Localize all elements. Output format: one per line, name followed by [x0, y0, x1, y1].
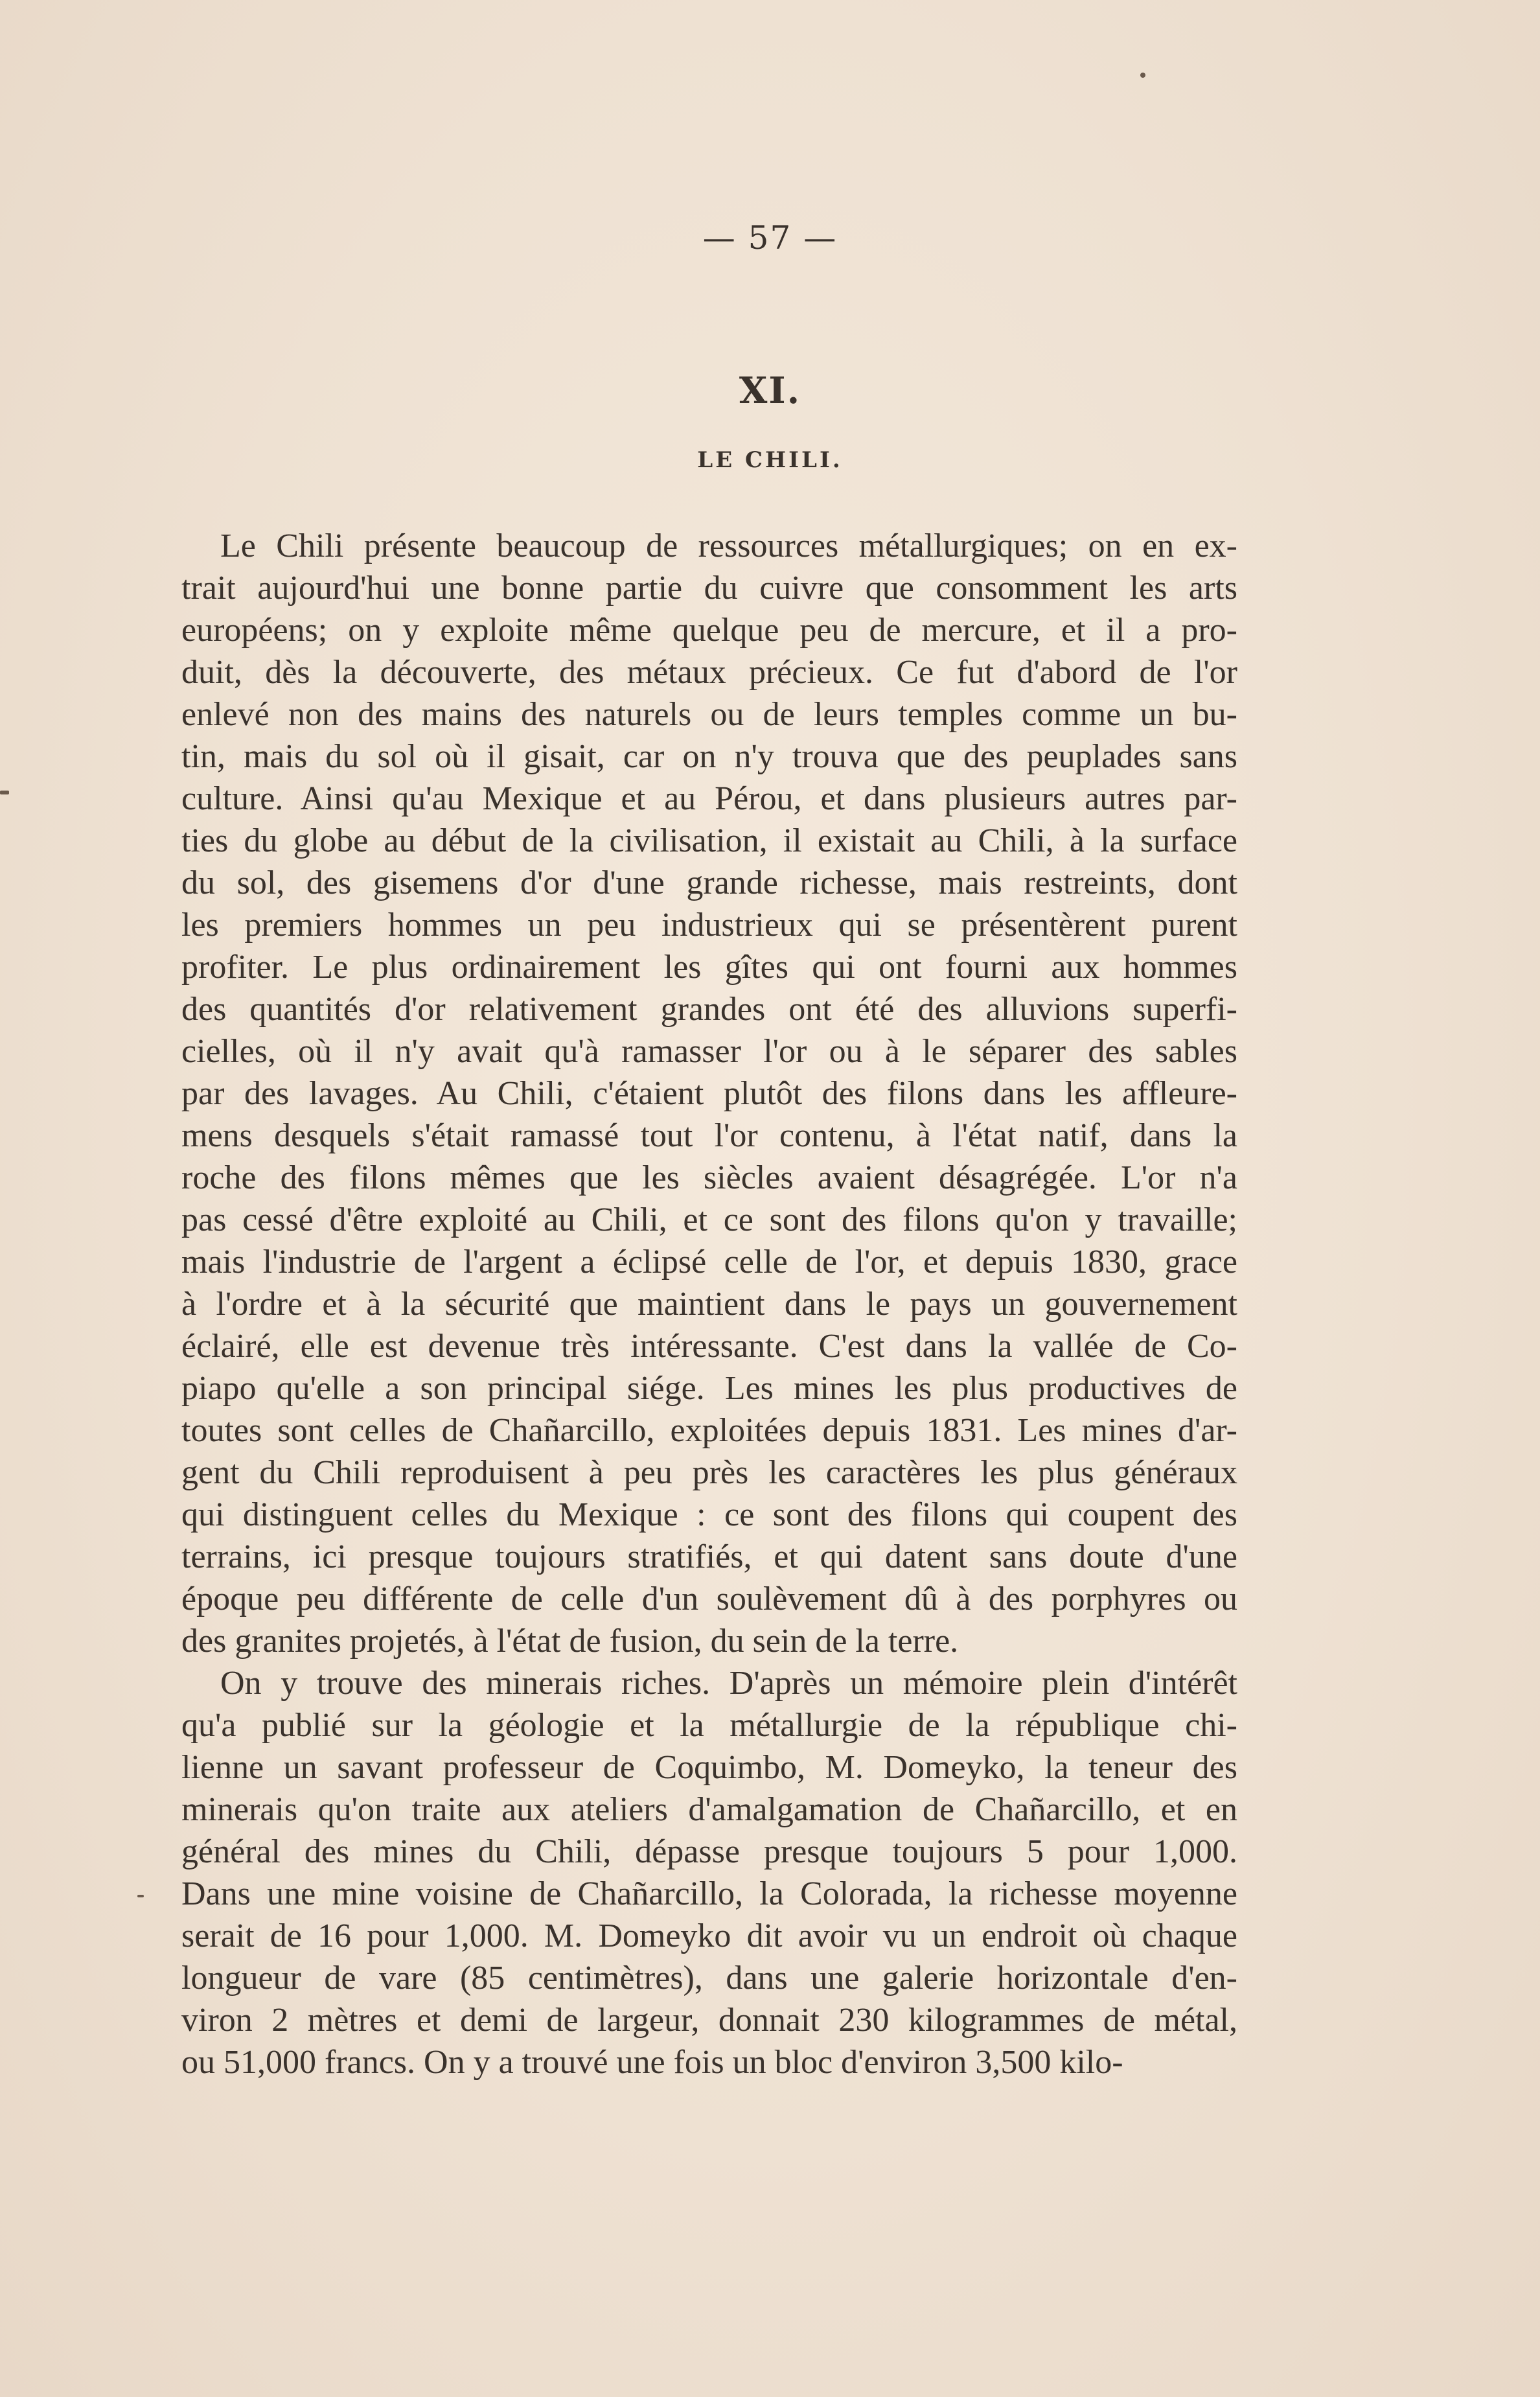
text-line: toutes sont celles de Chañarcillo, exploitées depuis 1831. Les mines d'ar-	[181, 1412, 1237, 1449]
body-text	[181, 525, 1237, 2083]
text-line: à l'ordre et à la sécurité que maintient dans le pays un gouvernement	[181, 1286, 1237, 1323]
text-line: les premiers hommes un peu industrieux qui se présentèrent purent	[181, 907, 1237, 944]
text-line: tin, mais du sol où il gisait, car on n'y trouva que des peuplades sans	[181, 738, 1237, 775]
chapter-title: LE CHILI.	[697, 447, 843, 473]
text-line: mais l'industrie de l'argent a éclipsé celle de l'or, et depuis 1830, grace	[181, 1244, 1237, 1280]
text-line: cielles, où il n'y avait qu'à ramasser l'or ou à le séparer des sables	[181, 1033, 1237, 1070]
ink-speck	[1140, 73, 1145, 78]
text-line: des quantités d'or relativement grandes ont été des alluvions superfi-	[181, 991, 1237, 1028]
text-line: roche des filons mêmes que les siècles avaient désagrégée. L'or n'a	[181, 1159, 1237, 1196]
text-line: minerais qu'on traite aux ateliers d'amalgamation de Chañarcillo, et en	[181, 1791, 1237, 1828]
chapter-number: XI.	[739, 369, 801, 412]
text-line: qui distinguent celles du Mexique : ce sont des filons qui coupent des	[181, 1496, 1237, 1533]
text-line: duit, dès la découverte, des métaux précieux. Ce fut d'abord de l'or	[181, 654, 1237, 691]
text-line: Dans une mine voisine de Chañarcillo, la Colorada, la richesse moyenne	[181, 1875, 1237, 1912]
page-number: — 57 —	[702, 219, 838, 257]
text-line: On y trouve des minerais riches. D'après un mémoire plein d'intérêt	[220, 1665, 1237, 1702]
text-line: culture. Ainsi qu'au Mexique et au Pérou, et dans plusieurs autres par-	[181, 780, 1237, 817]
text-line: trait aujourd'hui une bonne partie du cuivre que consomment les arts	[181, 570, 1237, 607]
text-line: viron 2 mètres et demi de largeur, donnait 230 kilogrammes de métal,	[181, 2002, 1237, 2039]
text-line: lienne un savant professeur de Coquimbo, M. Domeyko, la teneur des	[181, 1749, 1237, 1786]
text-line: du sol, des gisemens d'or d'une grande richesse, mais restreints, dont	[181, 864, 1237, 901]
text-line: Le Chili présente beaucoup de ressources métallurgiques; on en ex-	[220, 527, 1237, 564]
paragraph	[181, 1662, 1237, 2083]
text-line: terrains, ici presque toujours stratifiés, et qui datent sans doute d'une	[181, 1538, 1237, 1575]
text-line: éclairé, elle est devenue très intéressante. C'est dans la vallée de Co-	[181, 1328, 1237, 1365]
text-line: époque peu différente de celle d'un soulèvement dû à des porphyres ou	[181, 1581, 1237, 1617]
text-line: des granites projetés, à l'état de fusion, du sein de la terre.	[181, 1623, 959, 1660]
ink-speck	[0, 791, 9, 794]
text-line: piapo qu'elle a son principal siége. Les mines les plus productives de	[181, 1370, 1237, 1407]
text-line: ou 51,000 francs. On y a trouvé une fois un bloc d'environ 3,500 kilo-	[181, 2044, 1123, 2081]
text-line: pas cessé d'être exploité au Chili, et ce sont des filons qu'on y travaille;	[181, 1201, 1237, 1238]
text-line: serait de 16 pour 1,000. M. Domeyko dit avoir vu un endroit où chaque	[181, 1917, 1237, 1954]
text-line: profiter. Le plus ordinairement les gîtes qui ont fourni aux hommes	[181, 949, 1237, 986]
ink-speck	[137, 1895, 144, 1897]
text-line: longueur de vare (85 centimètres), dans une galerie horizontale d'en-	[181, 1960, 1237, 1997]
text-line: européens; on y exploite même quelque peu de mercure, et il a pro-	[181, 612, 1237, 649]
text-line: gent du Chili reproduisent à peu près les caractères les plus généraux	[181, 1454, 1237, 1491]
text-line: enlevé non des mains des naturels ou de leurs temples comme un bu-	[181, 696, 1237, 733]
text-line: mens desquels s'était ramassé tout l'or contenu, à l'état natif, dans la	[181, 1117, 1237, 1154]
text-line: qu'a publié sur la géologie et la métallurgie de la république chi-	[181, 1707, 1237, 1744]
text-line: général des mines du Chili, dépasse presque toujours 5 pour 1,000.	[181, 1833, 1237, 1870]
text-line: par des lavages. Au Chili, c'étaient plutôt des filons dans les affleure-	[181, 1075, 1237, 1112]
paragraph	[181, 525, 1237, 1662]
text-line: ties du globe au début de la civilisation, il existait au Chili, à la surface	[181, 822, 1237, 859]
